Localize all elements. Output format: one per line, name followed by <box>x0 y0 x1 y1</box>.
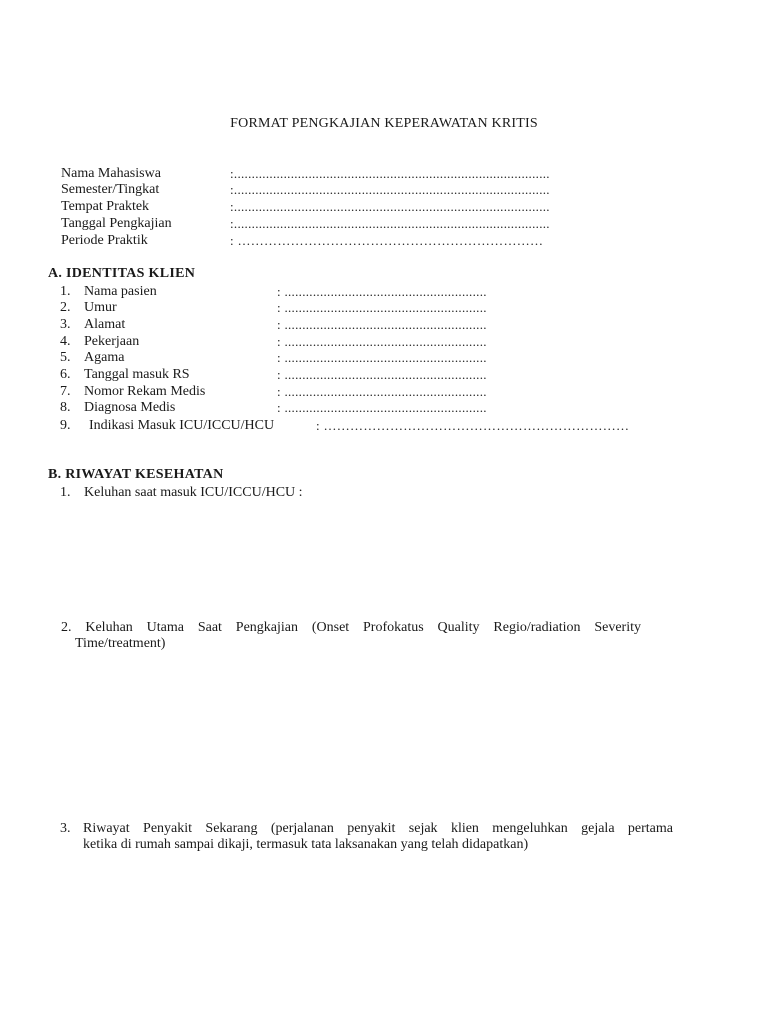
item3-line2: ketika di rumah sampai dikaji, termasuk tata laksanakan yang telah didapatkan) <box>83 837 529 852</box>
item2-line2: Time/treatment) <box>75 636 166 651</box>
list-item-value[interactable]: : …………………………………………………………… <box>316 418 630 433</box>
item1-text: Keluhan saat masuk ICU/ICCU/HCU : <box>84 485 303 500</box>
field-value-nama-mahasiswa[interactable]: :......................................................................................... <box>230 166 550 181</box>
list-item-number: 9. <box>60 418 71 433</box>
field-value-periode-praktik[interactable]: : …………………………………………………………… <box>230 233 544 248</box>
list-item-number: 5. <box>60 350 71 365</box>
list-item-label: Nama pasien <box>84 284 157 299</box>
list-item-number: 7. <box>60 384 71 399</box>
list-item-value[interactable]: : ......................................................... <box>277 400 487 415</box>
list-item-label: Tanggal masuk RS <box>84 367 190 382</box>
page-title: FORMAT PENGKAJIAN KEPERAWATAN KRITIS <box>230 116 538 131</box>
field-label-periode-praktik: Periode Praktik <box>61 233 148 248</box>
field-label-tempat-praktek: Tempat Praktek <box>61 199 150 214</box>
list-item-label: Diagnosa Medis <box>84 400 176 415</box>
list-item-label: Umur <box>84 300 117 315</box>
list-item-number: 1. <box>60 284 71 299</box>
list-item-label: Alamat <box>84 317 126 332</box>
list-item-label: Agama <box>84 350 125 365</box>
list-item-value[interactable]: : ......................................................... <box>277 367 487 382</box>
list-item-value[interactable]: : ......................................................... <box>277 300 487 315</box>
field-label-tanggal-pengkajian: Tanggal Pengkajian <box>61 216 172 231</box>
item2-line1: 2. Keluhan Utama Saat Pengkajian (Onset Profokatus Quality Regio/radiation Severity <box>61 620 641 635</box>
list-item-value[interactable]: : ......................................................... <box>277 284 487 299</box>
list-item-number: 8. <box>60 400 71 415</box>
list-item-value[interactable]: : ......................................................... <box>277 350 487 365</box>
list-item-number: 4. <box>60 334 71 349</box>
list-item-number: 3. <box>60 317 71 332</box>
item3-number: 3. <box>60 821 71 836</box>
item1-number: 1. <box>60 485 71 500</box>
section-a-heading: A. IDENTITAS KLIEN <box>48 266 196 281</box>
list-item-value[interactable]: : ......................................................... <box>277 334 487 349</box>
item3-line1: Riwayat Penyakit Sekarang (perjalanan penyakit sejak klien mengeluhkan gejala pertama <box>83 821 673 836</box>
field-value-tanggal-pengkajian[interactable]: :......................................................................................... <box>230 216 550 231</box>
list-item-number: 2. <box>60 300 71 315</box>
field-value-tempat-praktek[interactable]: :......................................................................................... <box>230 199 550 214</box>
list-item-label: Nomor Rekam Medis <box>84 384 206 399</box>
field-label-nama-mahasiswa: Nama Mahasiswa <box>61 166 161 181</box>
list-item-value[interactable]: : ......................................................... <box>277 384 487 399</box>
field-value-semester[interactable]: :......................................................................................... <box>230 182 550 197</box>
section-b-heading: B. RIWAYAT KESEHATAN <box>48 467 224 482</box>
list-item-label: Indikasi Masuk ICU/ICCU/HCU <box>89 418 275 433</box>
list-item-number: 6. <box>60 367 71 382</box>
field-label-semester: Semester/Tingkat <box>61 182 160 197</box>
list-item-value[interactable]: : ......................................................... <box>277 317 487 332</box>
list-item-label: Pekerjaan <box>84 334 140 349</box>
